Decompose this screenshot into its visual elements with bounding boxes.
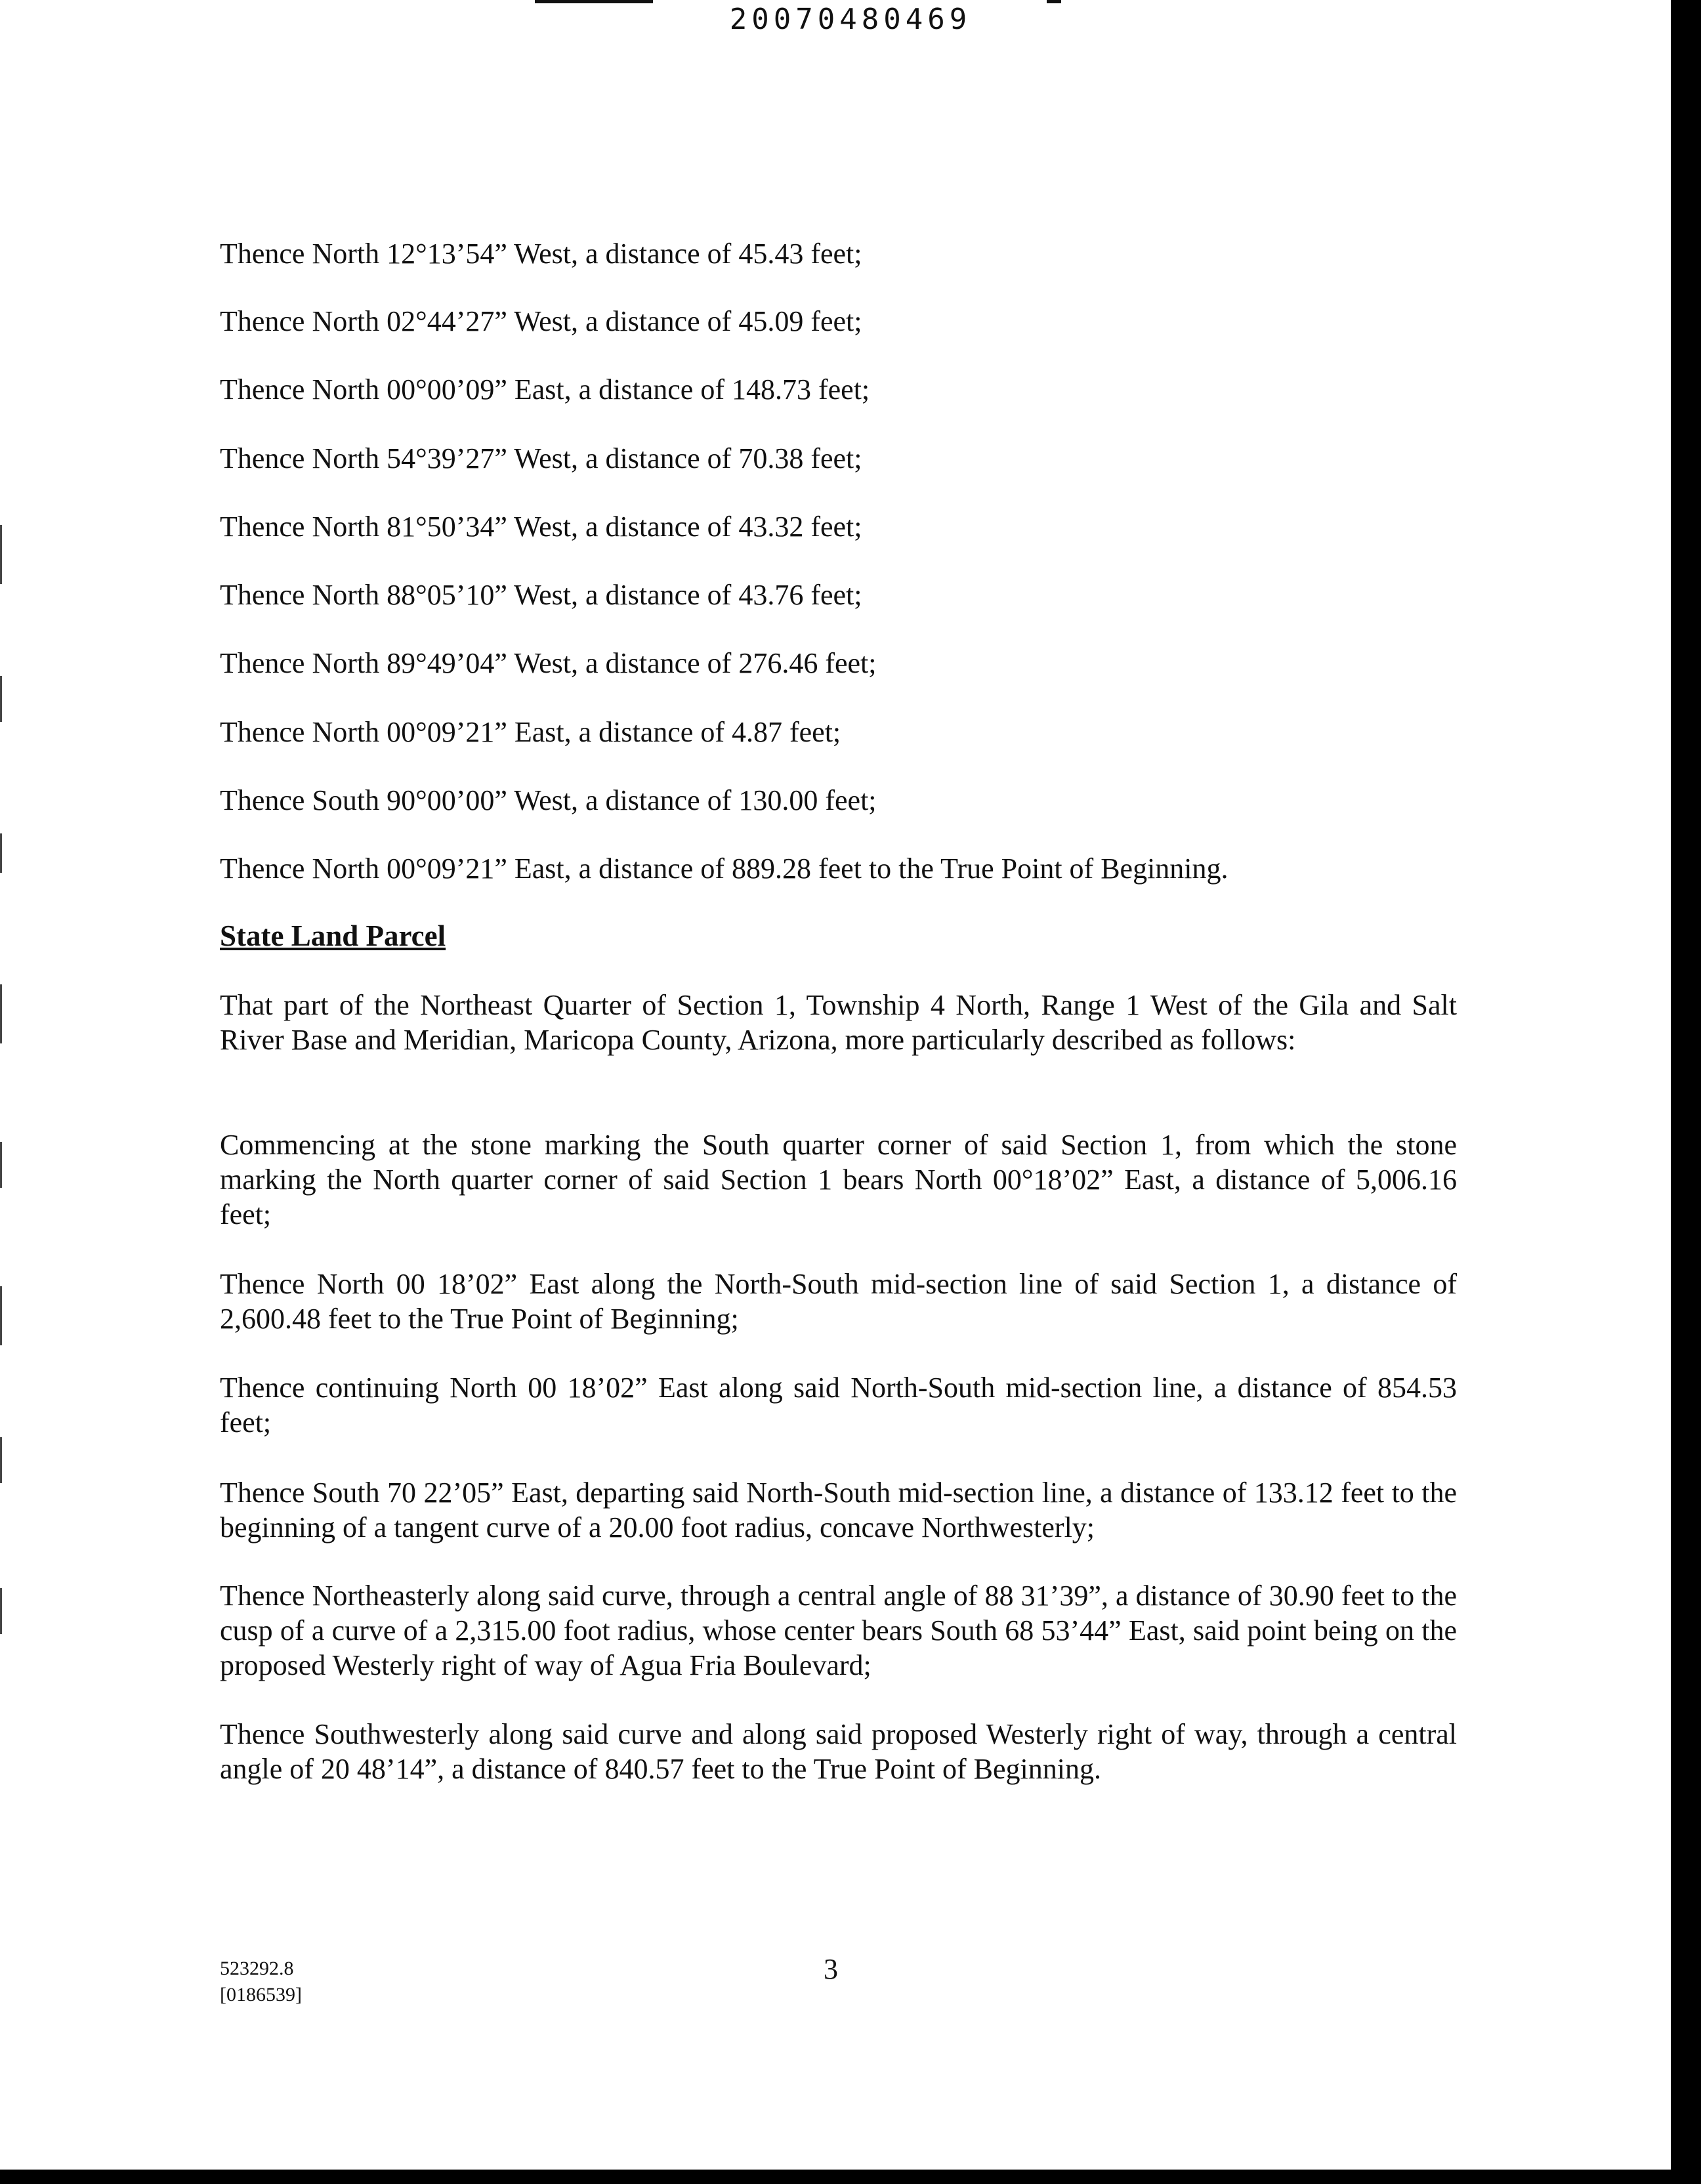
course-line: Thence North 89°49’04” West, a distance of 276.46 feet; (220, 647, 877, 679)
document-reference: 523292.8 (220, 1958, 294, 1979)
paragraph: Thence Northeasterly along said curve, through a central angle of 88 31’39”, a distance of 30.90 feet to the cusp of a curve of a 2,315.00 foot radius, whose center bears South 68 53’44” East, said point being on the proposed Westerly right of way of Agua Fria Boulevard; (220, 1580, 1457, 1681)
scan-tick (0, 833, 2, 873)
paragraph: Commencing at the stone marking the South quarter corner of said Section 1, from which the stone marking the North quarter corner of said Section 1 bears North 00°18’02” East, a distance of 5,006.16 feet; (220, 1129, 1457, 1230)
scan-border-bottom (0, 2170, 1701, 2184)
scan-border-right (1671, 0, 1701, 2184)
course-line: Thence North 54°39’27” West, a distance of 70.38 feet; (220, 442, 862, 474)
course-line: Thence North 02°44’27” West, a distance of 45.09 feet; (220, 305, 862, 337)
scan-tick (0, 1142, 2, 1188)
paragraph: Thence Southwesterly along said curve and along said proposed Westerly right of way, through a central angle of 20 48’14”, a distance of 840.57 feet to the True Point of Beginning. (220, 1718, 1457, 1785)
course-line: Thence North 81°50’34” West, a distance of 43.32 feet; (220, 511, 862, 543)
document-reference: [0186539] (220, 1984, 302, 2006)
scan-tick (0, 1437, 2, 1483)
course-line: Thence South 90°00’00” West, a distance of 130.00 feet; (220, 784, 877, 816)
course-line: Thence North 88°05’10” West, a distance of 43.76 feet; (220, 579, 862, 611)
paragraph: Thence continuing North 00 18’02” East along said North-South mid-section line, a distance of 854.53 feet; (220, 1372, 1457, 1438)
paragraph: Thence North 00 18’02” East along the North-South mid-section line of said Section 1, a distance of 2,600.48 feet to the True Point of Beginning; (220, 1268, 1457, 1335)
course-line: Thence North 12°13’54” West, a distance of 45.43 feet; (220, 238, 862, 270)
scan-tick (0, 984, 2, 1043)
course-line: Thence North 00°00’09” East, a distance of 148.73 feet; (220, 373, 870, 406)
scan-tick (0, 1588, 2, 1634)
scan-tick (0, 525, 2, 584)
course-line: Thence North 00°09’21” East, a distance of 4.87 feet; (220, 716, 841, 748)
document-number: 20070480469 (729, 3, 972, 36)
course-line: Thence North 00°09’21” East, a distance of 889.28 feet to the True Point of Beginning. (220, 852, 1228, 885)
scan-tick (0, 676, 2, 722)
section-heading: State Land Parcel (220, 919, 446, 952)
paragraph: Thence South 70 22’05” East, departing said North-South mid-section line, a distance of 133.12 feet to the beginning of a tangent curve of a 20.00 foot radius, concave Northwesterly; (220, 1477, 1457, 1544)
scan-tick (0, 1286, 2, 1345)
page-number: 3 (824, 1953, 838, 1985)
paragraph: That part of the Northeast Quarter of Section 1, Township 4 North, Range 1 West of the Gila and Salt River Base and Meridian, Maricopa County, Arizona, more particularly described as follows: (220, 989, 1457, 1056)
